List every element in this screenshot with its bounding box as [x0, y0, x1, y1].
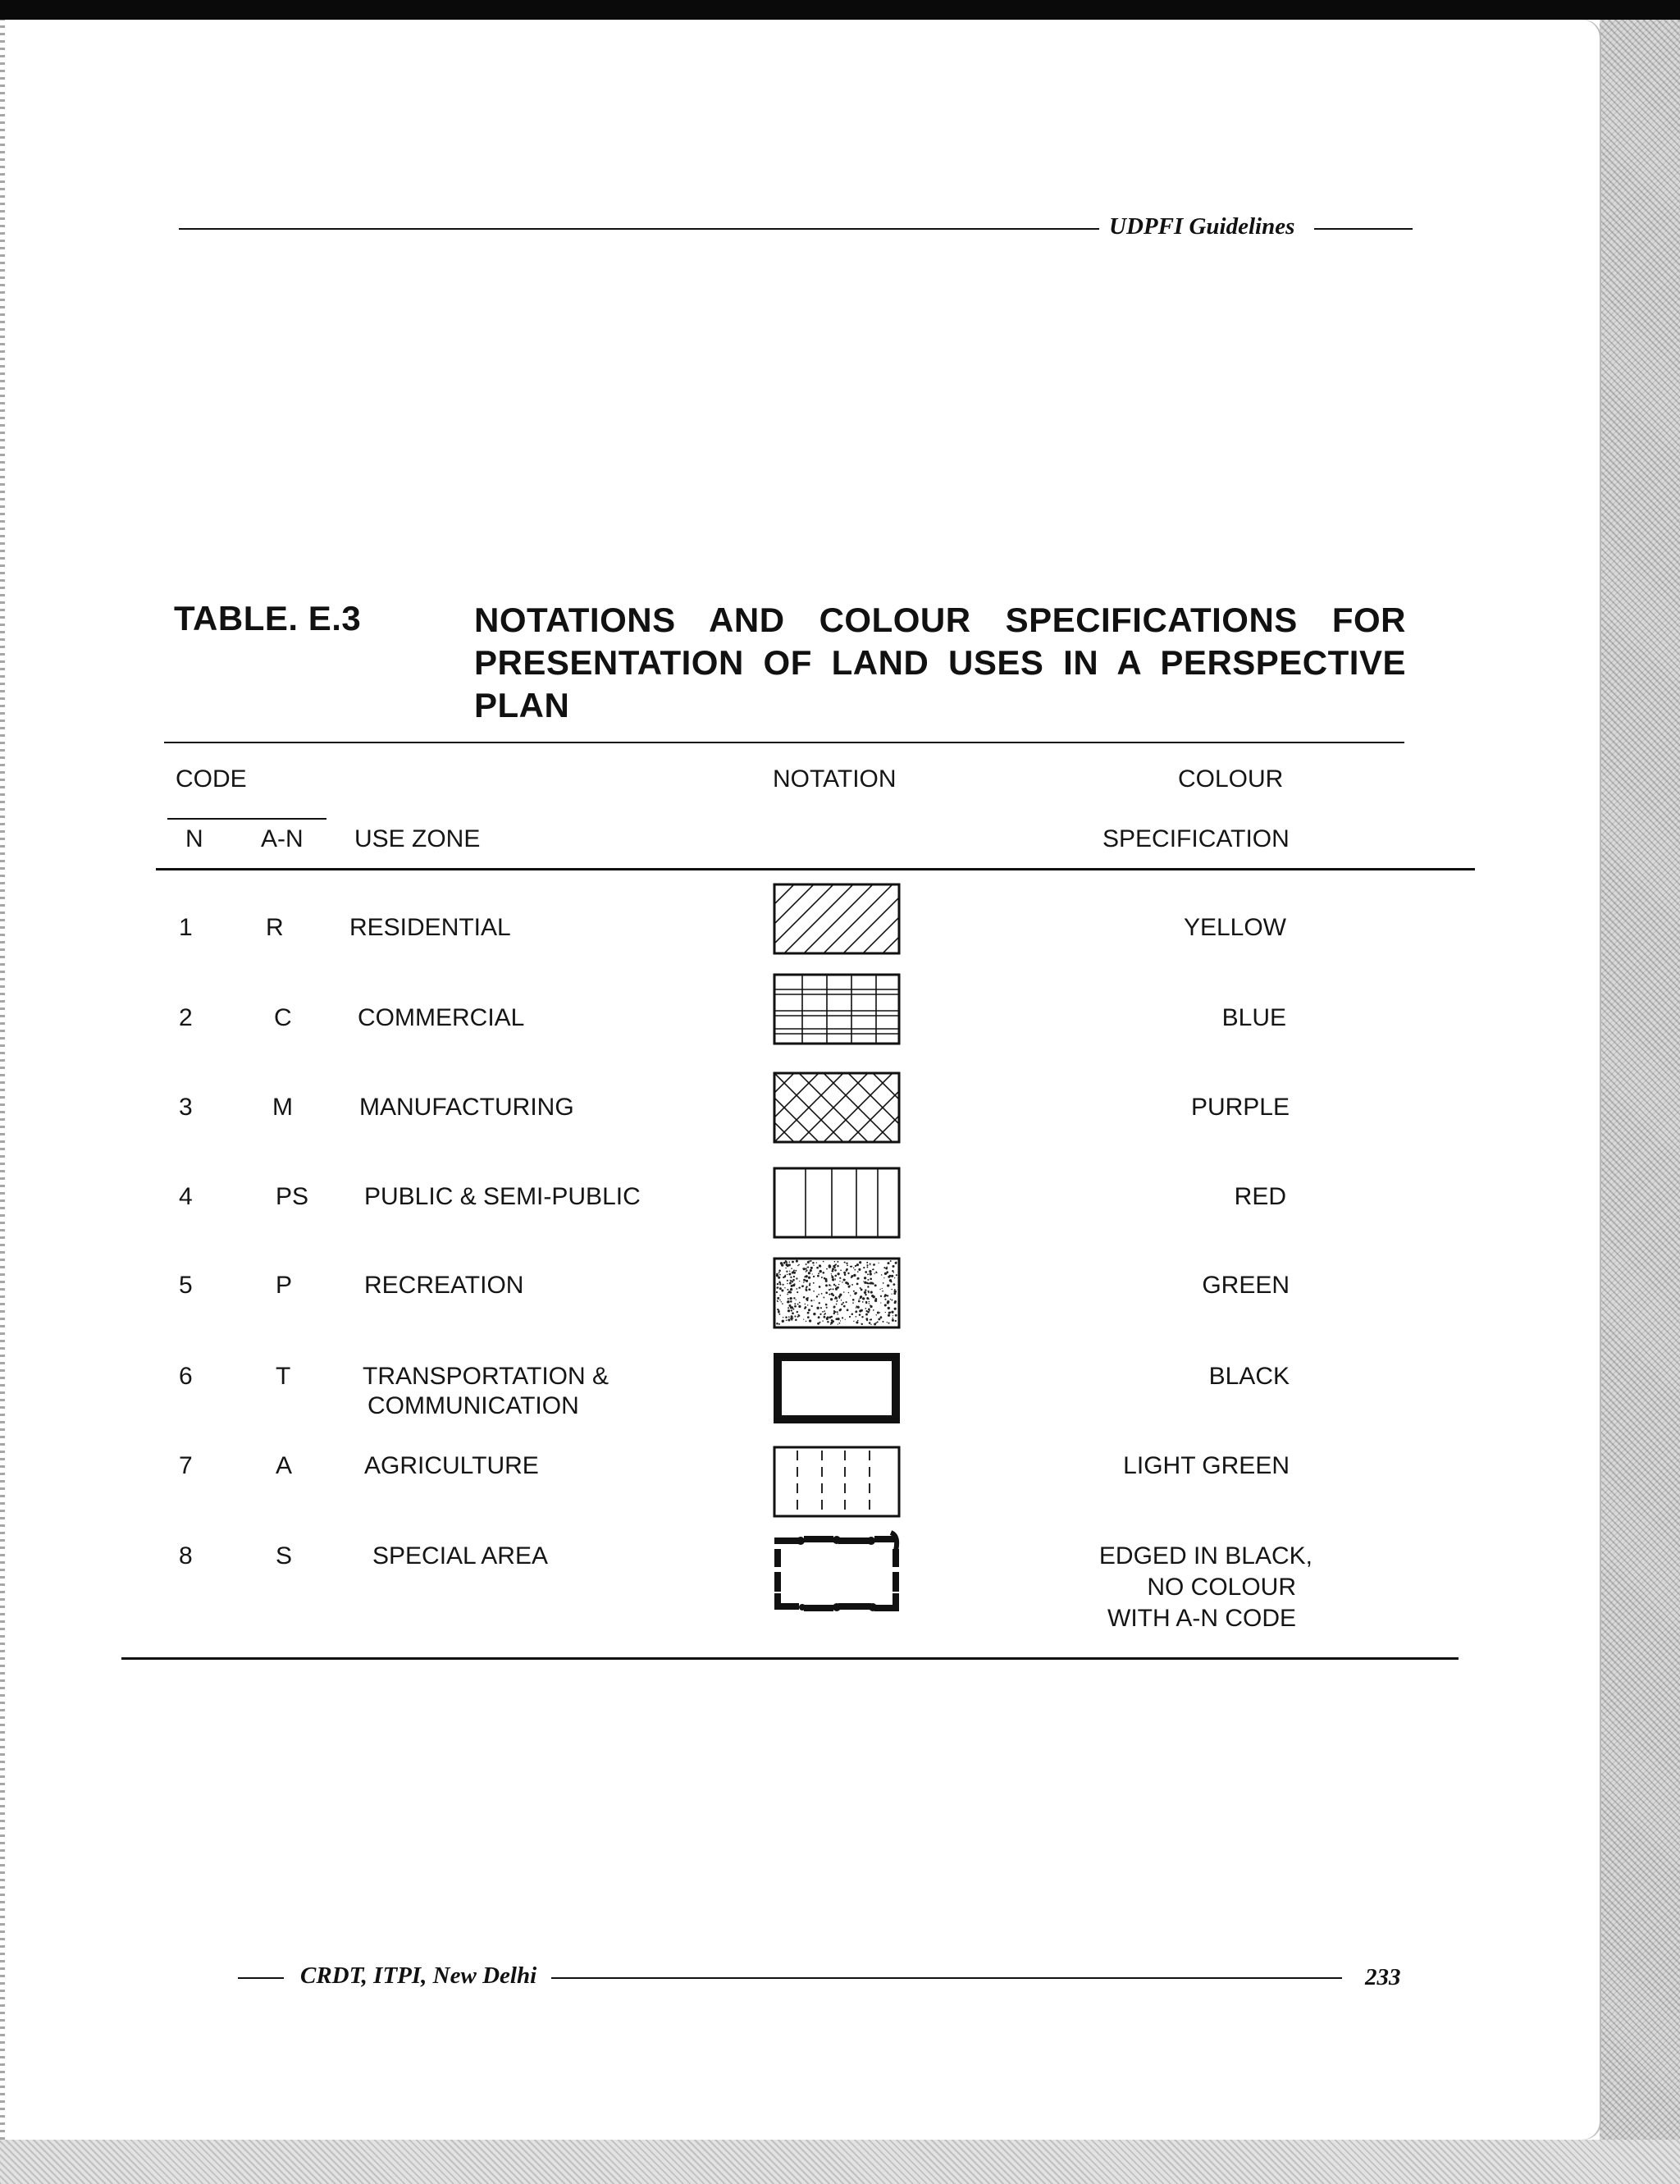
- table-bottom-rule: [121, 1657, 1459, 1660]
- page-number: 233: [1365, 1964, 1401, 1990]
- thick-border-icon: [773, 1352, 901, 1424]
- table-header-rule: [156, 868, 1475, 870]
- row-an: M: [272, 1094, 293, 1121]
- row-n: 6: [179, 1363, 193, 1390]
- row-use-zone: COMMERCIAL: [358, 1004, 525, 1031]
- header-an: A-N: [261, 825, 304, 852]
- scan-bottom-margin: [0, 2140, 1680, 2184]
- row-colour: RED: [1234, 1183, 1286, 1210]
- header-specification: SPECIFICATION: [1102, 825, 1290, 852]
- footer-source: CRDT, ITPI, New Delhi: [300, 1962, 537, 1989]
- row-n: 3: [179, 1094, 193, 1121]
- header-notation: NOTATION: [773, 765, 897, 793]
- row-use-zone: RECREATION: [364, 1272, 524, 1299]
- row-n: 2: [179, 1004, 193, 1031]
- grid-hatch-icon: [773, 973, 901, 1045]
- header-rule-left: [179, 228, 1099, 230]
- dashed-vertical-lines-icon: [773, 1446, 901, 1518]
- stipple-icon: [773, 1257, 901, 1329]
- row-use-zone: AGRICULTURE: [364, 1452, 539, 1479]
- row-use-zone: PUBLIC & SEMI-PUBLIC: [364, 1183, 641, 1210]
- row-use-zone-line1: TRANSPORTATION &: [363, 1363, 609, 1390]
- row-n: 1: [179, 914, 193, 941]
- row-colour: LIGHT GREEN: [1123, 1452, 1290, 1479]
- scan-right-margin: [1600, 20, 1680, 2184]
- table-title: NOTATIONS AND COLOUR SPECIFICATIONS FOR PRESENTATION OF LAND USES IN A PERSPECTIVE PLAN: [474, 601, 1406, 724]
- header-rule-right: [1314, 228, 1413, 230]
- row-colour-line2: NO COLOUR: [1147, 1574, 1296, 1601]
- vertical-lines-icon: [773, 1167, 901, 1239]
- row-an: P: [276, 1272, 293, 1299]
- header-n: N: [185, 825, 203, 852]
- row-use-zone: MANUFACTURING: [359, 1094, 574, 1121]
- row-colour-line1: EDGED IN BLACK,: [1098, 1542, 1312, 1569]
- row-an: C: [274, 1004, 292, 1031]
- row-colour: YELLOW: [1183, 914, 1286, 941]
- scan-top-border: [0, 0, 1680, 20]
- row-an: A: [276, 1452, 293, 1479]
- cross-hatch-icon: [773, 1071, 901, 1144]
- row-use-zone-line2: COMMUNICATION: [368, 1392, 579, 1419]
- header-colour: COLOUR: [1178, 765, 1284, 793]
- row-colour: GREEN: [1202, 1272, 1290, 1299]
- footer-rule-right: [551, 1977, 1342, 1979]
- table-label: TABLE. E.3: [174, 599, 362, 637]
- row-use-zone: SPECIAL AREA: [372, 1542, 548, 1569]
- row-an: PS: [276, 1183, 309, 1210]
- row-n: 8: [179, 1542, 193, 1569]
- code-subheader-rule: [167, 818, 326, 820]
- row-use-zone: RESIDENTIAL: [349, 914, 511, 941]
- table-top-rule: [164, 742, 1404, 743]
- row-an: R: [266, 914, 284, 941]
- row-an: S: [276, 1542, 293, 1569]
- dashed-border-icon: [773, 1528, 901, 1620]
- diagonal-hatch-icon: [773, 883, 901, 955]
- row-an: T: [276, 1363, 291, 1390]
- header-code: CODE: [176, 765, 247, 793]
- row-colour-line3: WITH A-N CODE: [1107, 1605, 1296, 1632]
- row-n: 7: [179, 1452, 193, 1479]
- row-colour: PURPLE: [1190, 1094, 1290, 1121]
- row-n: 4: [179, 1183, 193, 1210]
- header-use-zone: USE ZONE: [354, 825, 481, 852]
- row-colour: BLACK: [1208, 1363, 1290, 1390]
- running-title: UDPFI Guidelines: [1109, 213, 1295, 240]
- footer-rule-left: [238, 1977, 284, 1979]
- row-colour: BLUE: [1221, 1004, 1286, 1031]
- row-n: 5: [179, 1272, 193, 1299]
